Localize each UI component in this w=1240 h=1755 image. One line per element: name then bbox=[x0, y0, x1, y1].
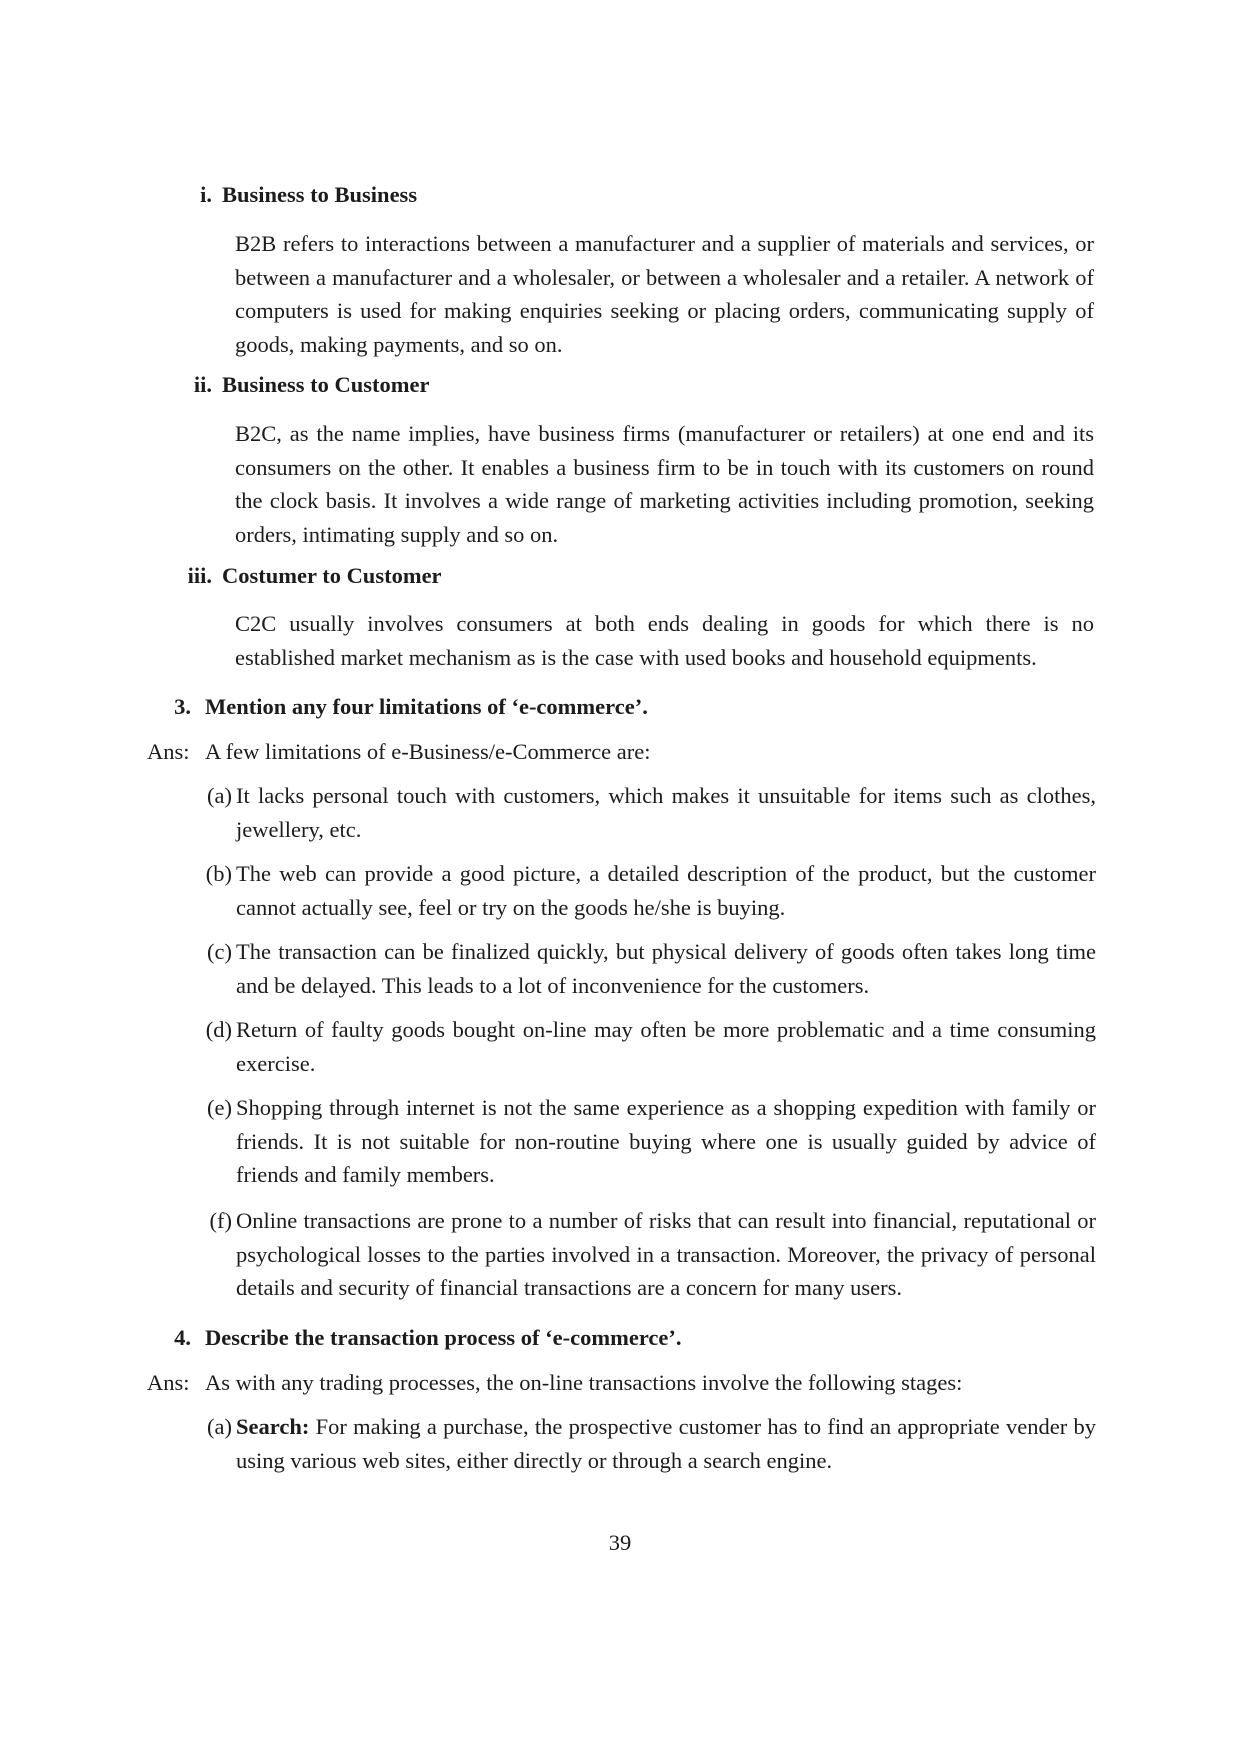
section-heading-b2c bbox=[172, 370, 430, 400]
item-text: The transaction can be finalized quickly, but physical delivery of goods often takes long time and be delayed. This leads to a lot of inconvenience for the customers. bbox=[236, 939, 1096, 998]
section-body-b2c: B2C, as the name implies, have business firms (manufacturer or retailers) at one end and its consumers on the other. It enables a business firm to be in touch with its customers on round the clock basis. It involves a wide range of marketing activities including promotion, seeking orders, intimating supply and so on. bbox=[235, 421, 1094, 547]
answer-label: Ans: bbox=[147, 739, 190, 764]
answer-intro-3 bbox=[147, 737, 651, 767]
answer-intro-text: A few limitations of e-Business/e-Commerce are: bbox=[205, 739, 651, 764]
answer-intro-text: As with any trading processes, the on-line transactions involve the following stages: bbox=[205, 1370, 963, 1395]
section-body-b2b: B2B refers to interactions between a manufacturer and a supplier of materials and services, or between a manufacturer and a wholesaler, or between a wholesaler and a retailer. A network of computers is used for making enquiries seeking or placing orders, communicating supply of goods, making payments, and so on. bbox=[235, 231, 1094, 357]
list-item bbox=[196, 1410, 1096, 1477]
list-item bbox=[196, 935, 1096, 1002]
item-text: The web can provide a good picture, a detailed description of the product, but the customer cannot actually see, feel or try on the goods he/she is buying. bbox=[236, 861, 1096, 920]
page-number: 39 bbox=[608, 1530, 632, 1555]
item-marker: (f) bbox=[209, 1208, 232, 1233]
list-item bbox=[196, 779, 1096, 846]
item-text: Shopping through internet is not the same experience as a shopping expedition with family or friends. It is not suitable for non-routine buying where one is usually guided by advice of friends and family members. bbox=[236, 1095, 1096, 1187]
item-text bbox=[236, 1410, 1096, 1477]
section-marker: i. bbox=[200, 182, 212, 207]
item-text: It lacks personal touch with customers, which makes it unsuitable for items such as clothes, jewellery, etc. bbox=[236, 783, 1096, 842]
section-title: Business to Customer bbox=[222, 372, 430, 397]
section-marker: ii. bbox=[193, 372, 212, 397]
answer-intro-4 bbox=[147, 1368, 962, 1398]
item-body: For making a purchase, the prospective customer has to find an appropriate vender by using various web sites, either directly or through a search engine. bbox=[236, 1414, 1096, 1473]
list-item bbox=[196, 857, 1096, 924]
item-marker: (c) bbox=[207, 939, 232, 964]
item-marker: (a) bbox=[207, 1414, 232, 1439]
item-marker: (d) bbox=[205, 1017, 232, 1042]
section-body-c2c: C2C usually involves consumers at both ends dealing in goods for which there is no established market mechanism as is the case with used books and household equipments. bbox=[235, 611, 1094, 670]
answer-label: Ans: bbox=[147, 1370, 190, 1395]
question-text: Describe the transaction process of ‘e-commerce’. bbox=[205, 1325, 682, 1350]
section-title: Business to Business bbox=[222, 182, 418, 207]
item-marker: (a) bbox=[207, 783, 232, 808]
question-text: Mention any four limitations of ‘e-commerce’. bbox=[205, 694, 648, 719]
item-lead: Search: bbox=[236, 1414, 310, 1439]
section-title: Costumer to Customer bbox=[222, 563, 442, 588]
section-marker: iii. bbox=[187, 563, 212, 588]
item-marker: (e) bbox=[207, 1095, 232, 1120]
list-item bbox=[196, 1013, 1096, 1080]
item-text: Return of faulty goods bought on-line may often be more problematic and a time consuming exercise. bbox=[236, 1017, 1096, 1076]
section-heading-c2c bbox=[172, 561, 442, 591]
question-number: 3. bbox=[174, 694, 191, 719]
item-text: Online transactions are prone to a number of risks that can result into financial, reputational or psychological losses to the parties involved in a transaction. Moreover, the privacy of personal details and security of financial transactions are a concern for many users. bbox=[236, 1208, 1096, 1300]
section-heading-b2b bbox=[172, 180, 417, 210]
question-number: 4. bbox=[174, 1325, 191, 1350]
item-marker: (b) bbox=[205, 861, 232, 886]
list-item bbox=[196, 1204, 1096, 1305]
question-3 bbox=[164, 692, 648, 722]
list-item bbox=[196, 1091, 1096, 1192]
question-4 bbox=[164, 1323, 682, 1353]
